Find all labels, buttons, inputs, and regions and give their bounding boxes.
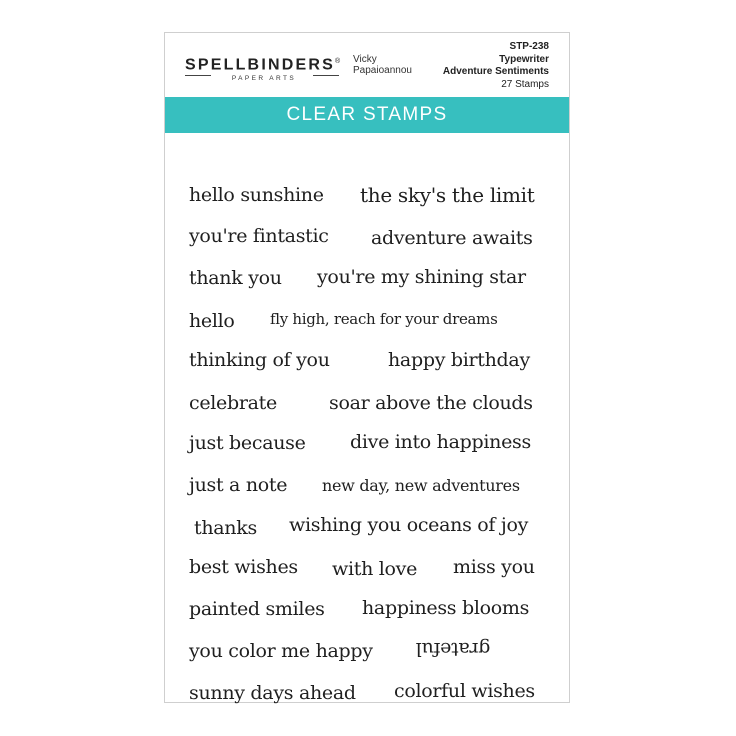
sentiment-stamp: you're my shining star: [317, 266, 526, 288]
designer-credit: [353, 54, 412, 76]
sentiment-stamp: the sky's the limit: [360, 183, 535, 207]
product-title-line1: Typewriter: [499, 53, 549, 65]
brand-rule-right: [313, 75, 339, 76]
product-title-line2: Adventure Sentiments: [442, 66, 549, 77]
registered-mark: ®: [334, 58, 341, 65]
sentiment-stamp: fly high, reach for your dreams: [270, 310, 498, 328]
sentiment-stamp: you color me happy: [189, 640, 373, 662]
sentiment-stamp: hello sunshine: [189, 184, 324, 206]
sentiment-stamp: new day, new adventures: [322, 476, 520, 495]
designer-first-name: Vicky: [353, 54, 377, 65]
stamp-package-card: [164, 32, 570, 703]
designer-last-name: Papaioannou: [353, 65, 412, 76]
banner-label: CLEAR STAMPS: [286, 104, 448, 125]
sentiment-stamp: best wishes: [189, 556, 298, 578]
sentiment-stamp: happy birthday: [388, 349, 530, 371]
sentiment-stamp: sunny days ahead: [189, 682, 356, 704]
sentiment-stamp: wishing you oceans of joy: [289, 514, 529, 536]
sentiment-stamp: colorful wishes: [394, 680, 535, 702]
sentiment-stamp: hello: [189, 310, 235, 332]
sentiment-stamp: you're fintastic: [189, 225, 329, 247]
sentiment-stamp: with love: [332, 558, 418, 580]
brand-logo: [185, 53, 343, 83]
sentiment-stamp: miss you: [453, 556, 535, 578]
sentiment-stamp: celebrate: [189, 392, 277, 414]
brand-name: SPELLBINDERS: [185, 56, 335, 74]
sentiment-stamp: painted smiles: [189, 598, 325, 620]
package-header: [165, 33, 569, 95]
sentiment-stamp: adventure awaits: [371, 227, 533, 249]
sentiment-stamp: happiness blooms: [362, 597, 530, 619]
product-code: STP-238: [509, 41, 549, 52]
sentiment-stamp: soar above the clouds: [329, 392, 533, 414]
sentiment-stamp: thank you: [189, 267, 282, 289]
product-info: [443, 41, 549, 91]
sentiment-stamp: just because: [189, 432, 306, 454]
brand-subtitle: PAPER ARTS: [231, 75, 297, 83]
sentiment-stamp: just a note: [189, 474, 288, 496]
clear-stamps-banner: [165, 97, 569, 133]
sentiment-stamp: thinking of you: [189, 349, 330, 371]
sentiment-stamps: [165, 133, 569, 704]
sentiment-stamp-upside-down: grateful: [416, 638, 491, 660]
sentiment-stamp: dive into happiness: [350, 431, 531, 453]
sentiment-stamp: thanks: [194, 517, 257, 539]
brand-rule-left: [185, 75, 211, 76]
stamp-count: 27 Stamps: [501, 78, 549, 90]
